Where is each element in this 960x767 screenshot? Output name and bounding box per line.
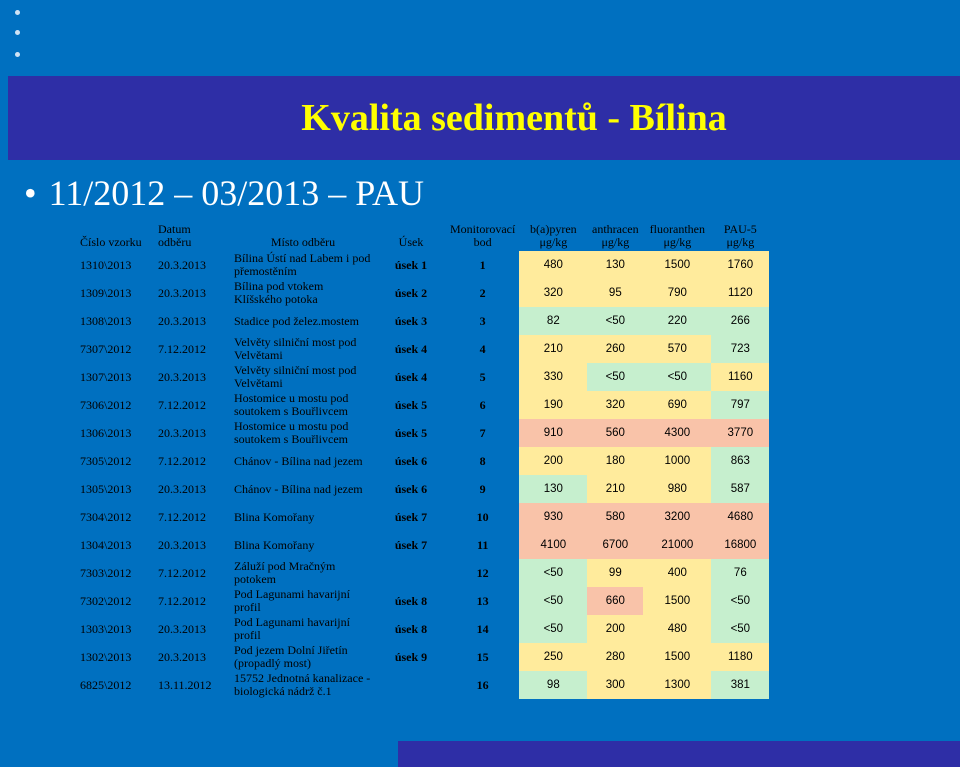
cell-value: 82 xyxy=(519,307,587,335)
cell-section: úsek 2 xyxy=(394,285,428,300)
bottom-band-left xyxy=(0,741,398,767)
cell-value: 3200 xyxy=(643,503,711,531)
cell-value: <50 xyxy=(519,587,587,615)
cell-value: <50 xyxy=(711,587,769,615)
cell-sample: 1309\2013 xyxy=(80,285,132,300)
cell-value: 320 xyxy=(587,391,643,419)
table-row xyxy=(76,559,769,587)
cell-value: 1500 xyxy=(643,643,711,671)
cell-value: <50 xyxy=(587,363,643,391)
cell-section: úsek 3 xyxy=(394,313,428,328)
cell-place: 15752 Jednotná kanalizace - biologická nádrž č.1 xyxy=(234,671,371,698)
cell-section: úsek 7 xyxy=(394,537,428,552)
header-cell: anthracen μg/kg xyxy=(592,222,639,249)
cell-date: 20.3.2013 xyxy=(158,621,206,636)
cell-date: 7.12.2012 xyxy=(158,341,206,356)
cell-place: Velvěty silniční most pod Velvětami xyxy=(234,363,357,390)
decor-dot-3 xyxy=(15,52,20,57)
cell-place: Pod jezem Dolní Jiřetín (propadlý most) xyxy=(234,643,348,670)
cell-value: <50 xyxy=(519,615,587,643)
cell-point: 5 xyxy=(479,369,486,384)
cell-value: 76 xyxy=(711,559,769,587)
cell-value: 930 xyxy=(519,503,587,531)
cell-value: 1500 xyxy=(643,251,711,279)
cell-value: 190 xyxy=(519,391,587,419)
cell-value: 1120 xyxy=(711,279,769,307)
table-row xyxy=(76,335,769,363)
table-row xyxy=(76,363,769,391)
cell-value: <50 xyxy=(643,363,711,391)
cell-sample: 7306\2012 xyxy=(80,397,132,412)
cell-point: 16 xyxy=(476,677,489,692)
cell-date: 20.3.2013 xyxy=(158,537,206,552)
cell-value: <50 xyxy=(711,615,769,643)
cell-value: 863 xyxy=(711,447,769,475)
cell-value: 260 xyxy=(587,335,643,363)
cell-section xyxy=(376,559,446,587)
cell-section: úsek 7 xyxy=(394,509,428,524)
table-row xyxy=(76,419,769,447)
cell-place: Bílina Ústí nad Labem i pod přemostěním xyxy=(234,251,371,278)
cell-sample: 7304\2012 xyxy=(80,509,132,524)
cell-value: 210 xyxy=(587,475,643,503)
cell-value: 4100 xyxy=(519,531,587,559)
table-row xyxy=(76,391,769,419)
cell-value: 1000 xyxy=(643,447,711,475)
cell-point: 12 xyxy=(476,565,489,580)
table-row xyxy=(76,671,769,699)
cell-place: Bílina pod vtokem Klíšského potoka xyxy=(234,279,324,306)
cell-value: 266 xyxy=(711,307,769,335)
cell-place: Blina Komořany xyxy=(234,537,315,552)
cell-value: <50 xyxy=(587,307,643,335)
cell-sample: 1303\2013 xyxy=(80,621,132,636)
cell-place: Pod Lagunami havarijní profil xyxy=(234,587,350,614)
cell-date: 20.3.2013 xyxy=(158,481,206,496)
cell-value: 1160 xyxy=(711,363,769,391)
cell-value: 587 xyxy=(711,475,769,503)
cell-value: 797 xyxy=(711,391,769,419)
cell-sample: 1308\2013 xyxy=(80,313,132,328)
bullet-text: 11/2012 – 03/2013 – PAU xyxy=(48,173,424,213)
table-row xyxy=(76,475,769,503)
header-cell: Číslo vzorku xyxy=(80,235,142,249)
cell-value: 1760 xyxy=(711,251,769,279)
cell-value: 723 xyxy=(711,335,769,363)
cell-value: 200 xyxy=(519,447,587,475)
cell-place: Blina Komořany xyxy=(234,509,315,524)
table-row xyxy=(76,503,769,531)
cell-value: 130 xyxy=(587,251,643,279)
bullet-line xyxy=(24,172,424,214)
title-bar xyxy=(8,76,960,160)
cell-section: úsek 8 xyxy=(394,593,428,608)
cell-point: 9 xyxy=(479,481,486,496)
cell-value: 98 xyxy=(519,671,587,699)
cell-value: 580 xyxy=(587,503,643,531)
table-row xyxy=(76,643,769,671)
cell-place: Hostomice u mostu pod soutokem s Bouřlivcem xyxy=(234,419,349,446)
cell-value: 1300 xyxy=(643,671,711,699)
cell-place: Chánov - Bílina nad jezem xyxy=(234,481,363,496)
table-row xyxy=(76,531,769,559)
cell-sample: 1307\2013 xyxy=(80,369,132,384)
table-row xyxy=(76,251,769,279)
cell-sample: 1304\2013 xyxy=(80,537,132,552)
cell-value: 130 xyxy=(519,475,587,503)
cell-value: 280 xyxy=(587,643,643,671)
cell-point: 13 xyxy=(476,593,489,608)
cell-section: úsek 6 xyxy=(394,453,428,468)
table-row xyxy=(76,447,769,475)
cell-sample: 7305\2012 xyxy=(80,453,132,468)
cell-date: 20.3.2013 xyxy=(158,369,206,384)
header-cell: PAU-5 μg/kg xyxy=(723,222,757,249)
cell-value: 980 xyxy=(643,475,711,503)
cell-point: 3 xyxy=(479,313,486,328)
cell-sample: 1305\2013 xyxy=(80,481,132,496)
cell-point: 2 xyxy=(479,285,486,300)
cell-sample: 1302\2013 xyxy=(80,649,132,664)
cell-date: 7.12.2012 xyxy=(158,453,206,468)
cell-place: Stadice pod želez.mostem xyxy=(234,313,359,328)
cell-point: 6 xyxy=(479,397,486,412)
cell-value: 210 xyxy=(519,335,587,363)
cell-date: 7.12.2012 xyxy=(158,397,206,412)
cell-date: 20.3.2013 xyxy=(158,425,206,440)
cell-sample: 7302\2012 xyxy=(80,593,132,608)
cell-value: 790 xyxy=(643,279,711,307)
cell-value: 300 xyxy=(587,671,643,699)
cell-value: 381 xyxy=(711,671,769,699)
bullet-icon: • xyxy=(24,173,37,213)
table-row xyxy=(76,307,769,335)
cell-sample: 7303\2012 xyxy=(80,565,132,580)
cell-place: Hostomice u mostu pod soutokem s Bouřlivcem xyxy=(234,391,349,418)
cell-sample: 1306\2013 xyxy=(80,425,132,440)
cell-section xyxy=(376,671,446,699)
cell-value: 6700 xyxy=(587,531,643,559)
cell-value: 910 xyxy=(519,419,587,447)
decor-dot-1 xyxy=(15,10,20,15)
cell-section: úsek 6 xyxy=(394,481,428,496)
header-row xyxy=(76,219,769,251)
header-cell: b(a)pyren μg/kg xyxy=(530,222,577,249)
cell-value: 560 xyxy=(587,419,643,447)
table-row xyxy=(76,279,769,307)
table-row xyxy=(76,587,769,615)
cell-place: Pod Lagunami havarijní profil xyxy=(234,615,350,642)
cell-value: 480 xyxy=(519,251,587,279)
cell-sample: 1310\2013 xyxy=(80,257,132,272)
cell-section: úsek 5 xyxy=(394,425,428,440)
cell-value: 250 xyxy=(519,643,587,671)
cell-date: 13.11.2012 xyxy=(158,677,212,692)
header-cell: Monitorovací bod xyxy=(450,222,516,249)
cell-section: úsek 9 xyxy=(394,649,428,664)
cell-date: 20.3.2013 xyxy=(158,257,206,272)
table-row xyxy=(76,615,769,643)
cell-point: 14 xyxy=(476,621,489,636)
cell-value: 400 xyxy=(643,559,711,587)
cell-date: 20.3.2013 xyxy=(158,313,206,328)
header-cell: Úsek xyxy=(398,235,424,249)
cell-value: 480 xyxy=(643,615,711,643)
cell-section: úsek 8 xyxy=(394,621,428,636)
cell-value: <50 xyxy=(519,559,587,587)
cell-value: 690 xyxy=(643,391,711,419)
cell-place: Záluží pod Mračným potokem xyxy=(234,559,336,586)
cell-point: 15 xyxy=(476,649,489,664)
cell-place: Chánov - Bílina nad jezem xyxy=(234,453,363,468)
cell-value: 220 xyxy=(643,307,711,335)
cell-value: 1500 xyxy=(643,587,711,615)
cell-date: 20.3.2013 xyxy=(158,285,206,300)
cell-point: 4 xyxy=(479,341,486,356)
page-title: Kvalita sedimentů - Bílina xyxy=(301,97,727,139)
cell-sample: 7307\2012 xyxy=(80,341,132,356)
cell-point: 11 xyxy=(476,537,489,552)
header-cell: Datum odběru xyxy=(158,222,192,249)
cell-section: úsek 4 xyxy=(394,369,428,384)
cell-date: 7.12.2012 xyxy=(158,509,206,524)
cell-point: 10 xyxy=(476,509,489,524)
cell-value: 99 xyxy=(587,559,643,587)
cell-point: 8 xyxy=(479,453,486,468)
cell-value: 4300 xyxy=(643,419,711,447)
cell-value: 1180 xyxy=(711,643,769,671)
cell-date: 7.12.2012 xyxy=(158,593,206,608)
cell-value: 330 xyxy=(519,363,587,391)
cell-value: 570 xyxy=(643,335,711,363)
cell-section: úsek 5 xyxy=(394,397,428,412)
cell-section: úsek 4 xyxy=(394,341,428,356)
sediment-table xyxy=(76,219,769,699)
header-cell: fluoranthen μg/kg xyxy=(649,222,705,249)
cell-value: 3770 xyxy=(711,419,769,447)
cell-date: 7.12.2012 xyxy=(158,565,206,580)
cell-place: Velvěty silniční most pod Velvětami xyxy=(234,335,357,362)
cell-value: 180 xyxy=(587,447,643,475)
cell-value: 95 xyxy=(587,279,643,307)
cell-value: 4680 xyxy=(711,503,769,531)
cell-sample: 6825\2012 xyxy=(80,677,132,692)
header-cell: Místo odběru xyxy=(270,235,336,249)
cell-section: úsek 1 xyxy=(394,257,428,272)
cell-value: 660 xyxy=(587,587,643,615)
cell-value: 21000 xyxy=(643,531,711,559)
cell-point: 7 xyxy=(479,425,486,440)
cell-date: 20.3.2013 xyxy=(158,649,206,664)
cell-value: 320 xyxy=(519,279,587,307)
cell-value: 200 xyxy=(587,615,643,643)
cell-value: 16800 xyxy=(711,531,769,559)
cell-point: 1 xyxy=(479,257,486,272)
decor-dot-2 xyxy=(15,30,20,35)
